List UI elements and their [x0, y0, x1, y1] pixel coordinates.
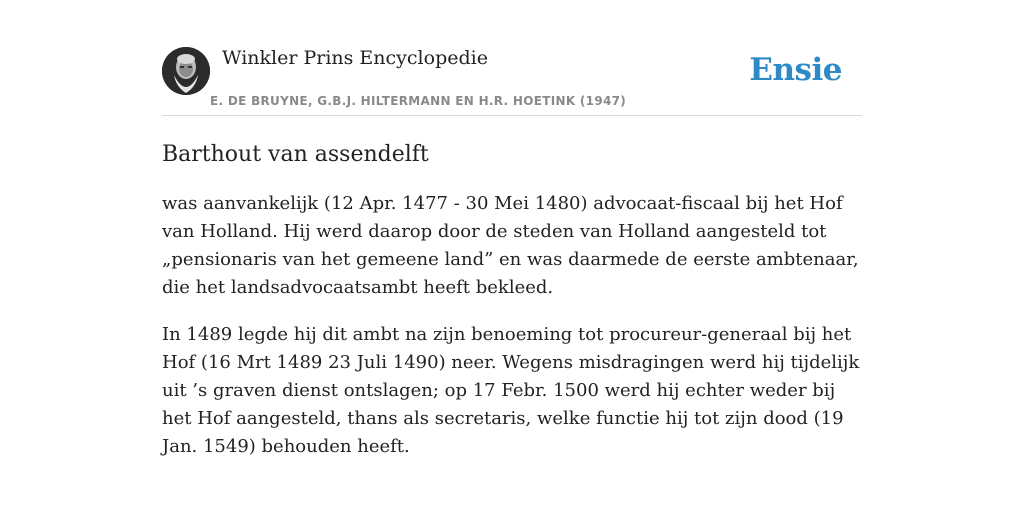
- ensie-logo[interactable]: Ensie: [749, 52, 842, 88]
- article-paragraph: was aanvankelijk (12 Apr. 1477 - 30 Mei 1480) advocaat-fiscaal bij het Hof van Holland. Hij werd daarop door de steden van Holland aangesteld tot „pensionaris van het gemeene land” en was daarmede de eerste ambtenaar, die het landsadvocaatsambt heeft bekleed.: [162, 193, 859, 298]
- source-title[interactable]: Winkler Prins Encyclopedie: [222, 47, 488, 69]
- article-title: Barthout van assendelft: [162, 142, 429, 167]
- article-page: [162, 44, 862, 461]
- source-header: [162, 44, 862, 116]
- source-authors: E. DE BRUYNE, G.B.J. HILTERMANN EN H.R. HOETINK (1947): [210, 94, 627, 108]
- author-avatar-icon[interactable]: [162, 47, 210, 95]
- article-paragraph: In 1489 legde hij dit ambt na zijn benoeming tot procureur-generaal bij het Hof (16 Mrt 1489 23 Juli 1490) neer. Wegens misdragingen werd hij tijdelijk uit ’s graven dienst ontslagen; op 17 Febr. 1500 werd hij echter weder bij het Hof aangesteld, thans als secretaris, welke functie hij tot zijn dood (19 Jan. 1549) behouden heeft.: [162, 324, 860, 457]
